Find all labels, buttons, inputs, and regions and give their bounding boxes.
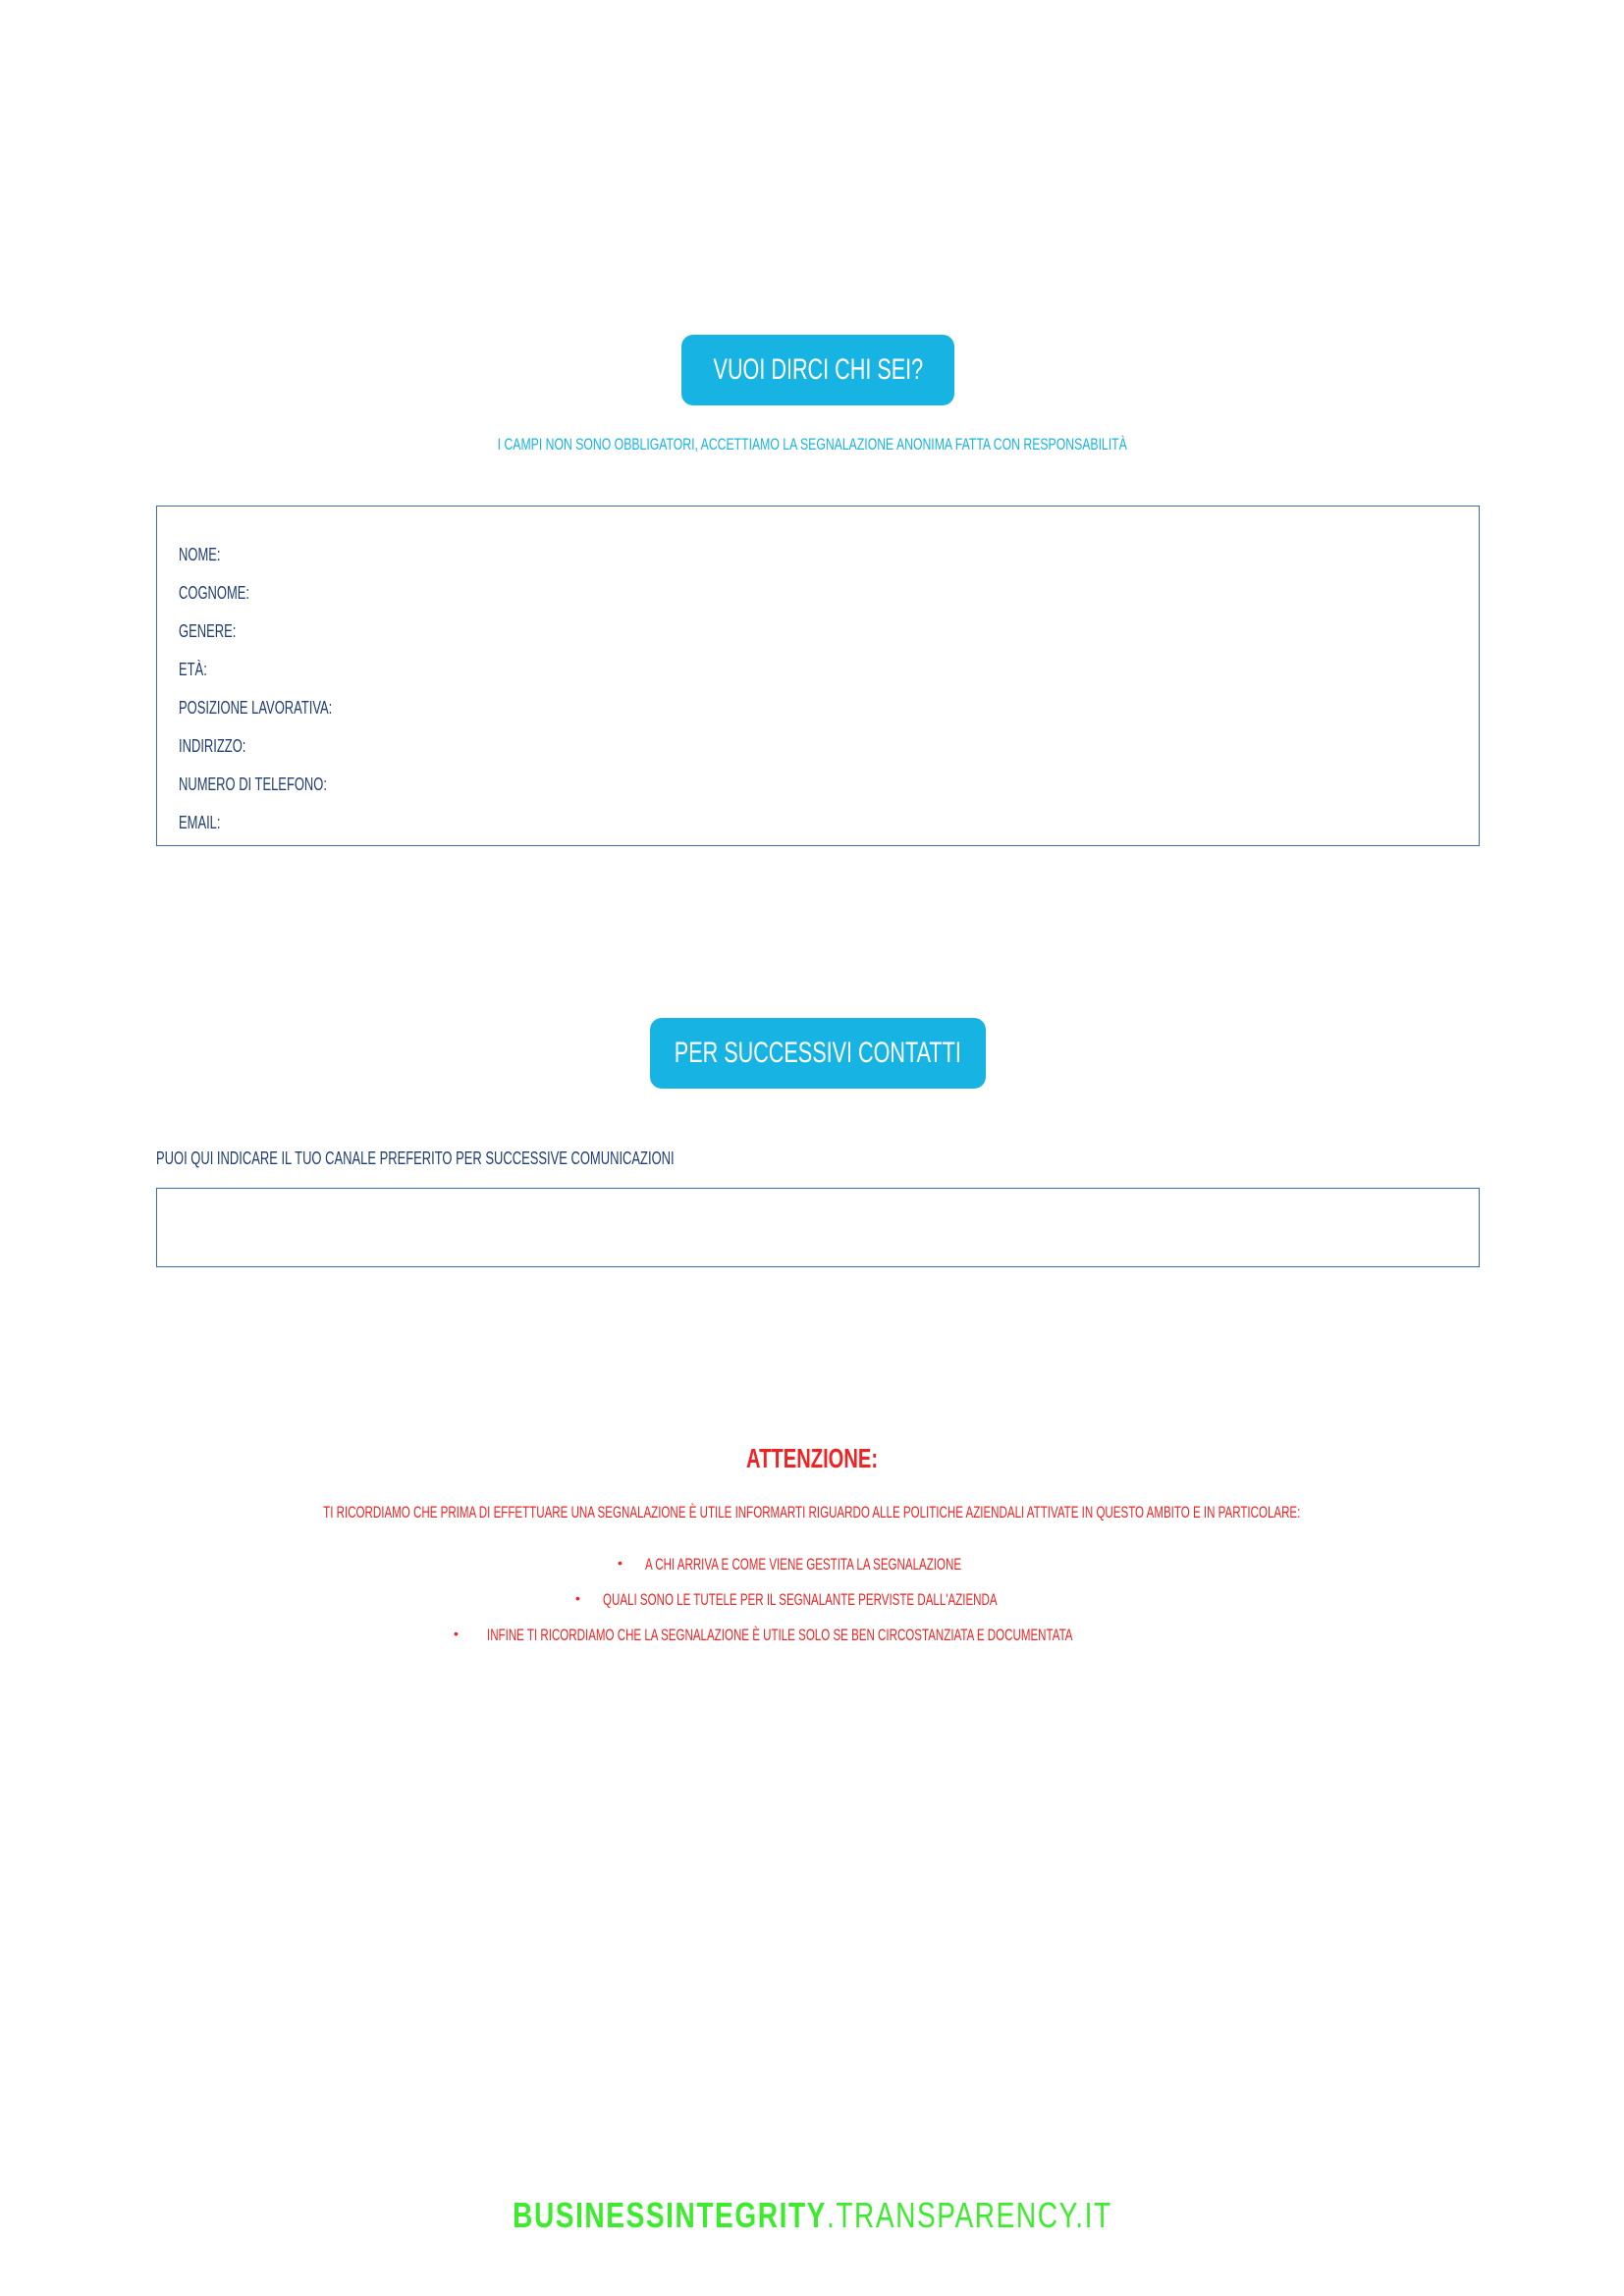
field-numero-di-telefono[interactable]: [179, 766, 392, 804]
field-posizione-lavorativa[interactable]: [179, 689, 392, 727]
field-email[interactable]: [179, 804, 392, 842]
attention-bullet-text: INFINE TI RICORDIAMO CHE LA SEGNALAZIONE È UTILE SOLO SE BEN CIRCOSTANZIATA E DOCUMENTATA: [487, 1626, 1073, 1644]
attention-bullet-text: QUALI SONO LE TUTELE PER IL SEGNALANTE PERVISTE DALL'AZIENDA: [603, 1590, 998, 1609]
attention-intro: [0, 1503, 1624, 1522]
attention-intro-text: TI RICORDIAMO CHE PRIMA DI EFFETTUARE UNA SEGNALAZIONE È UTILE INFORMARTI RIGUARDO ALLE POLITICHE AZIENDALI ATTIVATE IN QUESTO AMBITO E IN PARTICOLARE:: [323, 1503, 1301, 1522]
field-cognome-label: COGNOME:: [179, 583, 250, 603]
field-eta[interactable]: [179, 651, 392, 689]
contact-section-header: [650, 1018, 986, 1089]
identity-section-subtitle: [0, 435, 1624, 454]
bullet-dot-icon: •: [618, 1555, 623, 1571]
field-indirizzo[interactable]: [179, 727, 392, 766]
field-genere-label: GENERE:: [179, 621, 237, 641]
bullet-dot-icon: •: [454, 1626, 459, 1641]
bullet-dot-icon: •: [575, 1590, 580, 1606]
footer-brand-light: .TRANSPARENCY.IT: [826, 2195, 1112, 2235]
field-nome-label: NOME:: [179, 545, 221, 564]
field-cognome[interactable]: [179, 574, 392, 613]
identity-form-box: [156, 506, 1480, 846]
field-numero-di-telefono-label: NUMERO DI TELEFONO:: [179, 774, 327, 794]
attention-title-text: ATTENZIONE:: [745, 1443, 879, 1473]
identity-field-list: [179, 536, 392, 842]
footer-brand: [0, 2195, 1624, 2236]
footer-brand-bold: BUSINESSINTEGRITY: [512, 2195, 827, 2235]
contact-channel-field[interactable]: [156, 1188, 1480, 1267]
attention-title: [0, 1443, 1624, 1474]
field-eta-label: ETÀ:: [179, 660, 207, 679]
identity-section-subtitle-text: I CAMPI NON SONO OBBLIGATORI, ACCETTIAMO LA SEGNALAZIONE ANONIMA FATTA CON RESPONSABILITÀ: [497, 435, 1127, 454]
identity-section-header: [681, 335, 954, 405]
field-email-label: EMAIL:: [179, 813, 221, 832]
field-nome[interactable]: [179, 536, 392, 574]
field-posizione-lavorativa-label: POSIZIONE LAVORATIVA:: [179, 698, 333, 718]
field-indirizzo-label: INDIRIZZO:: [179, 736, 246, 756]
contact-section-header-label: PER SUCCESSIVI CONTATTI: [674, 1037, 962, 1069]
identity-section-header-label: VUOI DIRCI CHI SEI?: [713, 353, 923, 386]
contact-prompt: [156, 1148, 876, 1169]
field-genere[interactable]: [179, 613, 392, 651]
contact-prompt-text: PUOI QUI INDICARE IL TUO CANALE PREFERITO PER SUCCESSIVE COMUNICAZIONI: [156, 1148, 675, 1168]
attention-bullet-text: A CHI ARRIVA E COME VIENE GESTITA LA SEGNALAZIONE: [645, 1555, 962, 1574]
